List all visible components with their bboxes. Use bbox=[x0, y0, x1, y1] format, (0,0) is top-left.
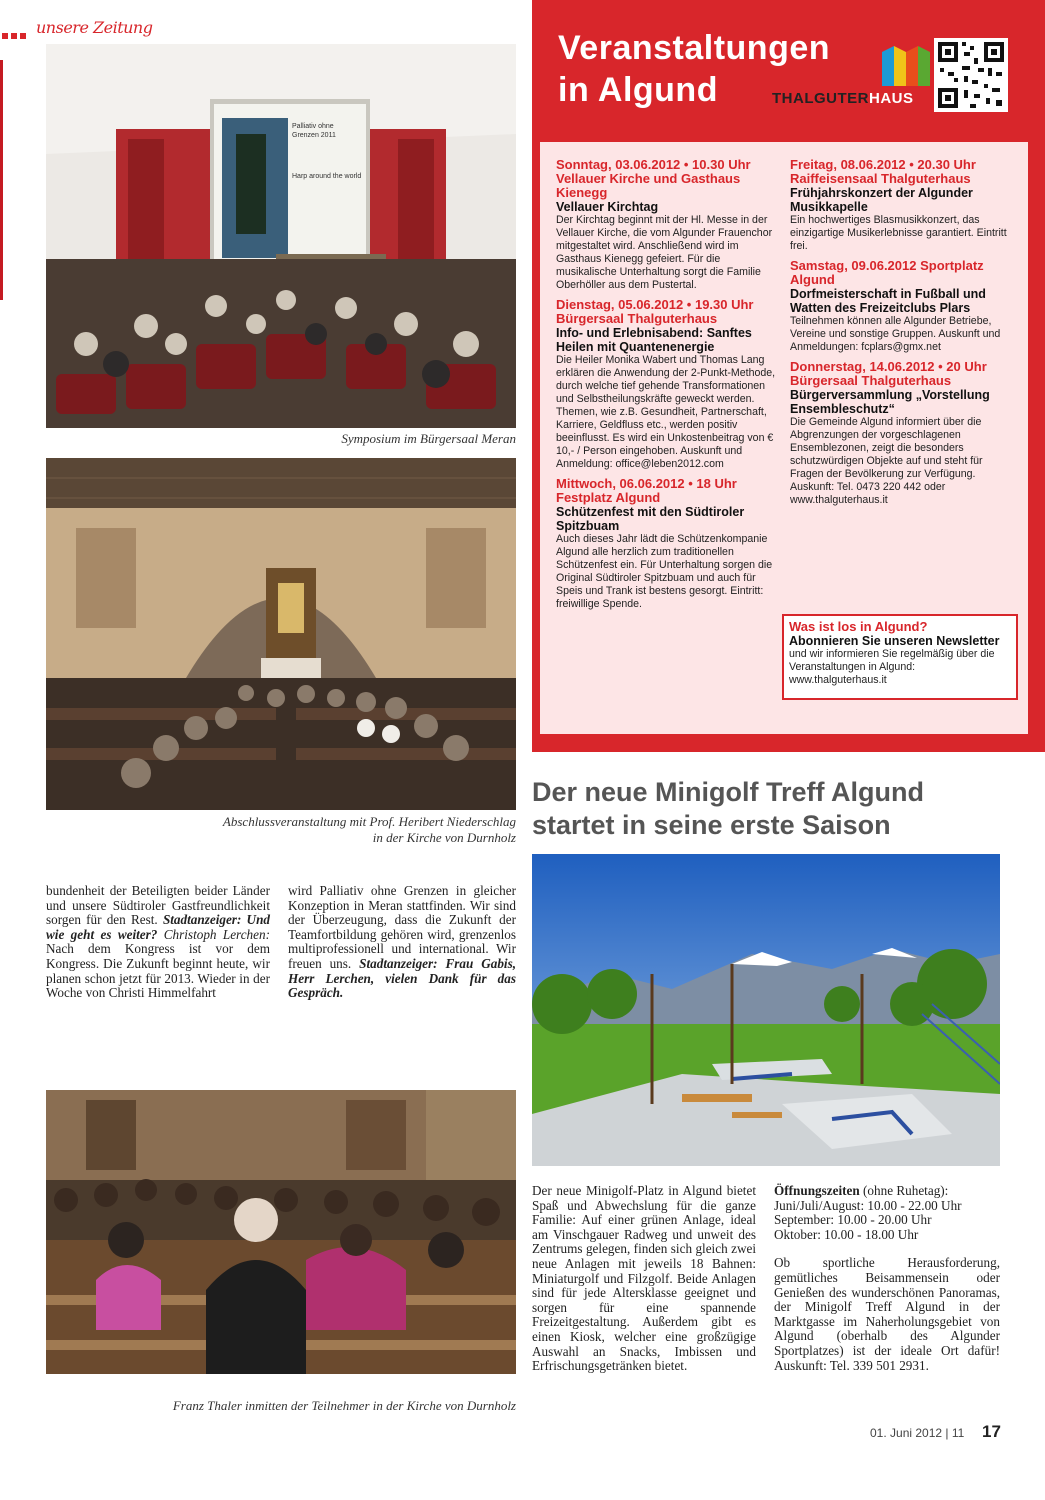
event-head: Dienstag, 05.06.2012 • 19.30 Uhr Bürgersaal Thalguterhaus bbox=[556, 297, 754, 326]
hours-line: September: 10.00 - 20.00 Uhr bbox=[774, 1212, 932, 1228]
hours-note: (ohne Ruhetag): bbox=[859, 1183, 949, 1198]
symposium-photo bbox=[46, 44, 516, 428]
article-left-col2 bbox=[288, 884, 516, 1001]
event-item bbox=[790, 360, 1016, 507]
event-head: Mittwoch, 06.06.2012 • 18 Uhr Festplatz Algund bbox=[556, 476, 737, 505]
newsletter-box bbox=[782, 614, 1018, 700]
church-caption-1 bbox=[46, 814, 516, 846]
event-item bbox=[790, 158, 1016, 253]
brand-logo: unsere Zeitung bbox=[36, 18, 153, 37]
thalguterhaus-logo bbox=[772, 42, 932, 112]
event-text: Ein hochwertiges Blasmusikkonzert, das einzigartige Musikerlebnisse garantiert. Eintritt frei. bbox=[790, 214, 1007, 252]
minigolf-photo bbox=[532, 854, 1000, 1166]
headline-line-1: Der neue Minigolf Treff Algund bbox=[532, 777, 924, 807]
left-edge-bar bbox=[0, 60, 3, 300]
newsletter-head: Was ist los in Algund? bbox=[789, 619, 928, 634]
events-box bbox=[532, 0, 1045, 752]
event-item bbox=[556, 477, 778, 611]
col1-speaker: Christoph Lerchen: bbox=[163, 926, 270, 942]
event-text: Der Kirchtag beginnt mit der Hl. Messe in der Vellauer Kirche, die vom Algunder Frauenchor mitgestaltet wird. Anschließend wird im Gasthaus Kienegg gefeiert. Für die musikalische Unterhaltung sorgt die Familie Oberhöller aus dem Pustertal. bbox=[556, 214, 773, 291]
page-number: 17 bbox=[982, 1422, 1001, 1441]
event-head: Sonntag, 03.06.2012 • 10.30 Uhr Vellauer Kirche und Gasthaus Kienegg bbox=[556, 157, 751, 200]
svg-text:Grenzen 2011: Grenzen 2011 bbox=[292, 132, 336, 139]
event-item bbox=[790, 259, 1016, 354]
minigolf-text-2: Ob sportliche Herausforderung, gemütliches Beisammensein oder Genießen des wunderschönen Panoramas, der Minigolf Treff Algund in der Marktgasse im Naherholungsgebiet von Algund (oberhalb des Algunder Sportplatzes) ist der ideale Ort dafür! Auskunft: Tel. 339 501 2931. bbox=[774, 1255, 1000, 1373]
event-head: Samstag, 09.06.2012 Sportplatz Algund bbox=[790, 258, 984, 287]
footer-date: 01. Juni 2012 | 11 bbox=[870, 1426, 965, 1440]
col2-closing: Stadtanzeiger: Frau Gabis, Herr Lerchen, vielen Dank für das Gespräch. bbox=[288, 955, 517, 1001]
logo-text-1: THALGUTER bbox=[772, 90, 869, 107]
article-left-col1 bbox=[46, 884, 270, 1001]
event-title: Schützenfest mit den Südtiroler Spitzbuam bbox=[556, 505, 745, 533]
church-caption-line-1: Abschlussveranstaltung mit Prof. Heribert Niederschlag bbox=[222, 814, 516, 829]
church-caption-line-2: in der Kirche von Durnholz bbox=[372, 830, 516, 845]
event-text: Teilnehmen können alle Algunder Betriebe, Vereine und sonstige Gruppen. Auskunft und Anmeldungen: fcplars@gmx.net bbox=[790, 315, 1001, 353]
events-col1 bbox=[556, 158, 778, 617]
church-photo-2 bbox=[46, 1090, 516, 1374]
minigolf-col2 bbox=[774, 1184, 1000, 1373]
hours-label: Öffnungszeiten bbox=[774, 1183, 860, 1198]
logo-text-2: HAUS bbox=[869, 90, 914, 107]
symposium-caption: Symposium im Bürgersaal Meran bbox=[341, 431, 516, 446]
event-text: Auch dieses Jahr lädt die Schützenkompanie Algund alle herzlich zum traditionellen Schützenfest ein. Für Unterhaltung sorgen die Original Südtiroler Spitzbuam und auch für Speis und Trank ist bestens gesorgt. Eintritt: freiwillige Spende. bbox=[556, 533, 773, 610]
screen-title: Harp around the world bbox=[292, 173, 362, 180]
qr-code-icon bbox=[934, 38, 1008, 112]
newsletter-text: und wir informieren Sie regelmäßig über die Veranstaltungen in Algund: www.thalguterhaus.it bbox=[789, 648, 995, 686]
event-title: Dorfmeisterschaft in Fußball und Watten des Freizeitclubs Plars bbox=[790, 287, 986, 315]
event-item bbox=[556, 298, 778, 471]
church-photo-1 bbox=[46, 458, 516, 810]
col1-text: bundenheit der Beteiligten beider Länder und unsere Südtiroler Gastfreundlichkeit sorgen für den Rest. bbox=[46, 883, 270, 928]
hours-line: Oktober: 10.00 - 18.00 Uhr bbox=[774, 1226, 919, 1242]
headline-line-2: startet in seine erste Saison bbox=[532, 810, 891, 840]
church-caption-2: Franz Thaler inmitten der Teilnehmer in der Kirche von Durnholz bbox=[172, 1398, 516, 1413]
header-marks bbox=[2, 26, 26, 44]
event-item bbox=[556, 158, 778, 292]
minigolf-col1 bbox=[532, 1184, 756, 1374]
col1-question: Stadtanzeiger: Und wie geht es weiter? bbox=[46, 912, 270, 942]
newsletter-title: Abonnieren Sie unseren Newsletter bbox=[789, 634, 1000, 648]
event-title: Vellauer Kirchtag bbox=[556, 200, 659, 214]
events-title-1: Veranstaltungen bbox=[558, 29, 831, 67]
events-col2 bbox=[790, 158, 1016, 513]
minigolf-text-1: Der neue Minigolf-Platz in Algund bietet Spaß und Abwechslung für die ganze Familie: Auf einer grünen Anlage, ideal am Vinschgauer Radweg und unweit des Zentrums gelegen, finden sich gleich zwei neue Anlagen mit jeweils 18 Bahnen: Miniaturgolf und Filzgolf. Beide Anlagen sind für jede Altersklasse geeignet und sorgen für eine spannende Freizeitgestaltung. Außerdem gibt es einen Kiosk, welcher eine großzügige Auswahl an Snacks, Imbissen und Erfrischungsgetränken bietet. bbox=[532, 1183, 756, 1374]
hours-line: Juni/Juli/August: 10.00 - 22.00 Uhr bbox=[774, 1197, 962, 1213]
event-text: Die Heiler Monika Wabert und Thomas Lang erklären die Anwendung der 2-Punkt-Methode, durch welche tief gehende Transformationen und Selbstheilungskräfte geweckt werden. Themen, wie z.B. Gesundheit, Partnerschaft, Karriere, Geldfluss etc., werden positiv beeinflusst. Es wird ein Unkostenbeitrag von € 10,- / Person eingehoben. Auskunft und Anmeldung: office@leben2012.com bbox=[556, 354, 776, 470]
event-title: Bürgerversammlung „Vorstellung Ensembleschutz“ bbox=[790, 388, 990, 416]
svg-text:Palliativ ohne: Palliativ ohne bbox=[292, 123, 334, 130]
col1-answer: Nach dem Kongress ist vor dem Kongress. Die Zukunft beginnt heute, wir planen schon jetzt für 2013. Wieder in der Woche von Christi Himmelfahrt bbox=[46, 941, 270, 1001]
col2-text: wird Palliativ ohne Grenzen in gleicher Konzeption in Meran stattfinden. Wir sind der Überzeugung, dass die Zukunft der Teamfortbildung gehören wird, grenzenlos multiprofessionell und international. Wir freuen uns. bbox=[288, 883, 516, 971]
event-title: Frühjahrskonzert der Algunder Musikkapelle bbox=[790, 186, 973, 214]
event-title: Info- und Erlebnisabend: Sanftes Heilen mit Quantenenergie bbox=[556, 326, 752, 354]
minigolf-headline bbox=[532, 776, 1032, 842]
events-title-2: in Algund bbox=[558, 71, 718, 109]
event-text: Die Gemeinde Algund informiert über die Abgrenzungen der vorgeschlagenen Ensemblezonen, zeigt die besonders schutzwürdigen Objekte auf und steht für Fragen der Bevölkerung zur Verfügung. Auskunft: Tel. 0473 220 442 oder www.thalguterhaus.it bbox=[790, 416, 983, 506]
event-head: Freitag, 08.06.2012 • 20.30 Uhr Raiffeisensaal Thalguterhaus bbox=[790, 157, 976, 186]
event-head: Donnerstag, 14.06.2012 • 20 Uhr Bürgersaal Thalguterhaus bbox=[790, 359, 987, 388]
